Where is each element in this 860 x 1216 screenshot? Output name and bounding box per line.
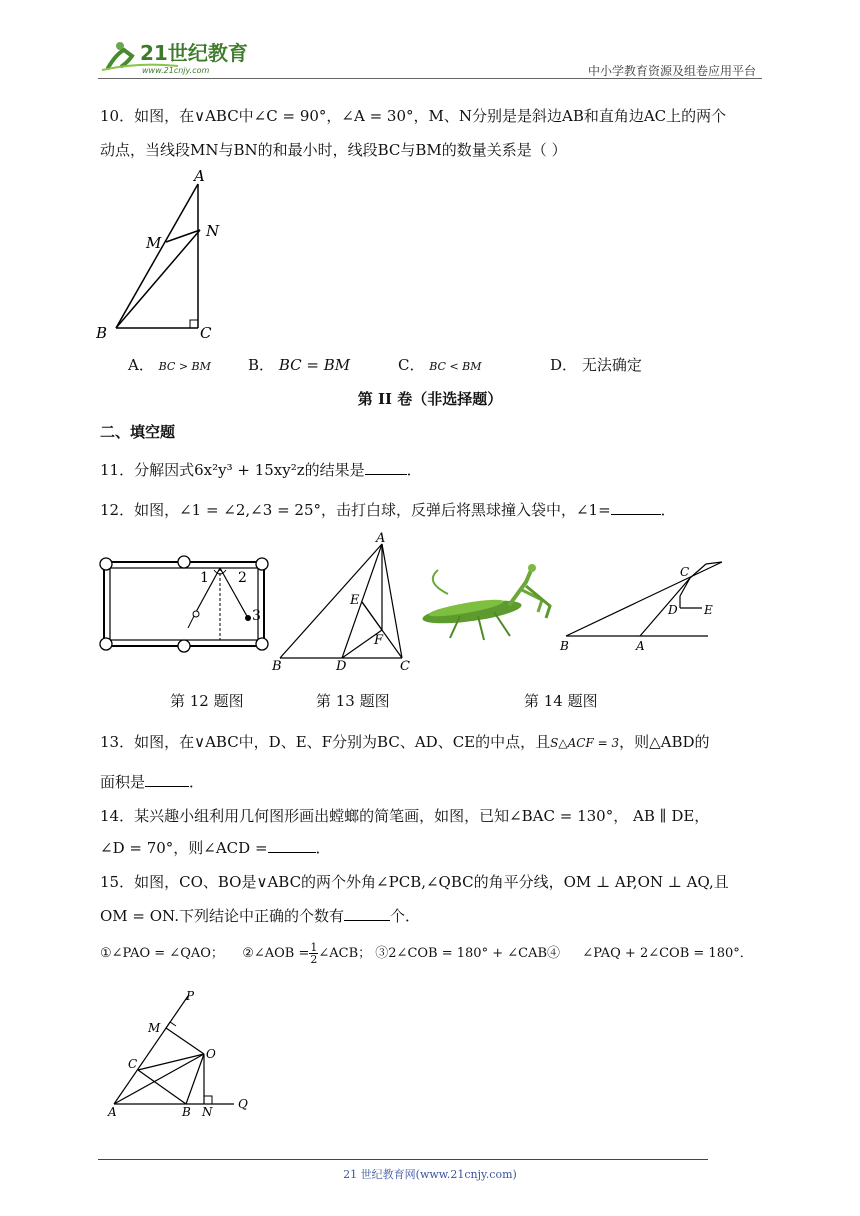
fig14-label-b: B	[560, 639, 569, 653]
q14-blank[interactable]	[268, 839, 316, 853]
fig15-label-q: Q	[238, 1097, 248, 1111]
q10-option-a[interactable]: A． BC > BM	[128, 356, 211, 374]
caption-fig14: 第 14 题图	[524, 692, 598, 710]
q11-text: 11．分解因式6x²y³ + 15xy²z的结果是 ．	[100, 461, 422, 479]
q13-blank[interactable]	[145, 773, 189, 787]
fig14-mantis-sketch	[556, 556, 726, 656]
platform-name: 中小学教育资源及组卷应用平台	[587, 64, 756, 78]
caption-fig12: 第 12 题图	[170, 692, 244, 710]
q10-line1: 10．如图，在∨ABC中∠C = 90°，∠A = 30°，M、N分别是是斜边AB和直角边AC上的两个	[100, 107, 727, 125]
fig13-label-c: C	[400, 659, 410, 674]
q10-label-m: M	[146, 234, 162, 252]
q14-line2: ∠D = 70°，则∠ACD = ．	[100, 839, 331, 857]
section-fill-blank-title: 二、填空题	[100, 423, 176, 441]
fig15-label-n: N	[202, 1105, 213, 1119]
q13-line1: 13．如图，在∨ABC中，D、E、F分别为BC、AD、CE的中点，且S△ACF = 3，则△ABD的	[100, 733, 710, 751]
q10-option-c[interactable]: C． BC < BM	[398, 356, 482, 374]
q10-label-c: C	[200, 324, 212, 342]
fig15-label-b: B	[182, 1105, 191, 1119]
q10-line2: 动点，当线段MN与BN的和最小时，线段BC与BM的数量关系是（ ）	[100, 141, 567, 159]
fig14-label-a: A	[636, 639, 645, 653]
fig12-angle1: 1	[200, 570, 209, 586]
mantis-photo	[414, 560, 560, 644]
fig15-label-p: P	[186, 989, 195, 1003]
q15-statement-2: ②∠AOB = $\frac{1}{2}$ ∠ACB；	[242, 941, 372, 966]
fig12-angle3: 3	[252, 608, 261, 624]
fig15-label-c: C	[128, 1057, 138, 1071]
q12-blank[interactable]	[611, 501, 661, 515]
site-logo	[98, 36, 258, 76]
fig14-label-c: C	[680, 565, 690, 579]
fig15-label-m: M	[148, 1021, 161, 1035]
q15-blank[interactable]	[344, 907, 390, 921]
q11-blank[interactable]	[365, 461, 407, 475]
fig13-label-f: F	[374, 633, 384, 648]
fig13-triangle	[270, 532, 416, 674]
fig14-label-e: E	[704, 603, 713, 617]
q13-line2: 面积是 ．	[100, 773, 205, 791]
fig15-label-o: O	[206, 1047, 216, 1061]
caption-fig13: 第 13 题图	[316, 692, 390, 710]
fig15-triangle	[100, 988, 260, 1120]
fig13-label-b: B	[272, 659, 282, 674]
part2-title: 第 II 卷（非选择题）	[357, 390, 503, 408]
q12-text: 12．如图，∠1 = ∠2,∠3 = 25°，击打白球，反弹后将黑球撞入袋中，∠1= ．	[100, 501, 676, 519]
fig13-label-e: E	[350, 593, 360, 608]
q15-statement-4: ∠PAQ + 2∠COB = 180°．	[582, 946, 753, 961]
fig12-angle2: 2	[238, 570, 247, 586]
q14-line1: 14．某兴趣小组利用几何图形画出螳螂的简笔画，如图，已知∠BAC = 130°， AB ∥ DE，	[100, 807, 710, 825]
logo-url: www.21cnjy.com	[142, 66, 210, 75]
q10-label-n: N	[206, 222, 220, 240]
fig13-label-a: A	[376, 532, 386, 546]
q10-label-a: A	[194, 167, 205, 185]
q10-label-b: B	[96, 324, 108, 342]
q15-line1: 15．如图，CO、BO是∨ABC的两个外角∠PCB,∠QBC的角平分线，OM ⊥ AP,ON ⊥ AQ,且	[100, 873, 729, 891]
q10-option-d[interactable]: D． 无法确定	[550, 356, 642, 374]
q15-statements	[100, 942, 760, 966]
footer-divider	[98, 1159, 708, 1160]
q10-figure	[96, 166, 226, 346]
q15-line2: OM = ON.下列结论中正确的个数有 个．	[100, 907, 421, 925]
fig15-label-a: A	[108, 1105, 117, 1119]
q10-option-b[interactable]: B． BC = BM	[248, 356, 351, 374]
header-divider	[98, 78, 762, 79]
fig12-billiard-table	[96, 552, 276, 656]
footer-link[interactable]: 21 世纪教育网(www.21cnjy.com)	[343, 1168, 517, 1181]
fig13-label-d: D	[336, 659, 347, 674]
q15-statement-3: ③2∠COB = 180° + ∠CAB④	[375, 946, 561, 961]
logo-text: 21世纪教育	[140, 41, 248, 65]
fig14-label-d: D	[668, 603, 678, 617]
q15-statement-1: ①∠PAO = ∠QAO；	[100, 946, 224, 961]
